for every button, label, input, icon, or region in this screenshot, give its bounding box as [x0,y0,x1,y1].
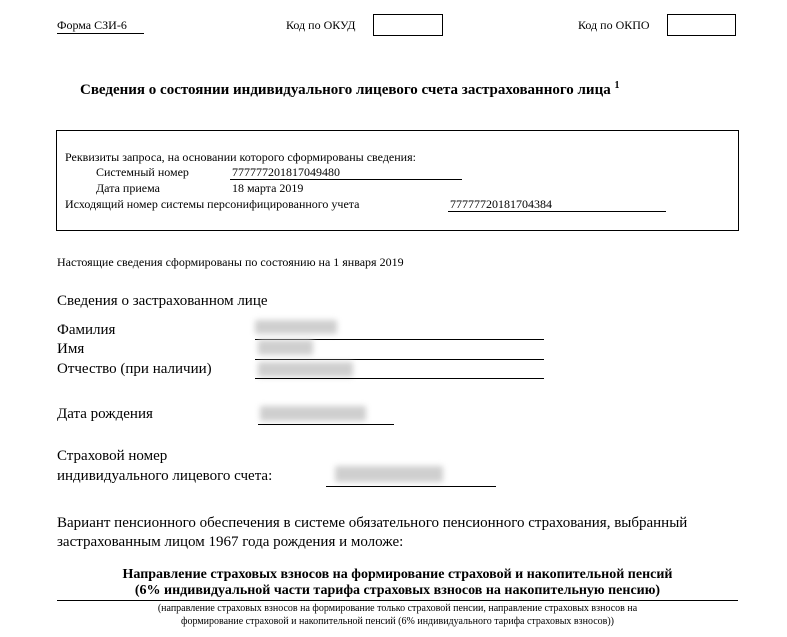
name-redacted [258,340,313,355]
snils-label-line2: индивидуального лицевого счета: [57,468,273,484]
surname-redacted [255,320,337,334]
date-value: 18 марта 2019 [232,181,304,195]
system-number-underline [230,179,462,180]
direction-line1: Направление страховых взносов на формирование страховой и накопительной пенсий [122,567,673,582]
surname-label: Фамилия [57,322,116,338]
snils-label-line1: Страховой номер [57,448,168,464]
insured-heading: Сведения о застрахованном лице [57,293,268,309]
note-line2: формирование страховой и накопительной пенсий (6% индивидуального тарифа страховых взносов)) [180,616,615,627]
title-footnote: 1 [614,80,620,91]
request-heading: Реквизиты запроса, на основании которого сформированы сведения: [65,150,416,164]
okpo-label: Код по ОКПО [578,18,650,32]
patronymic-label: Отчество (при наличии) [57,361,212,377]
okud-field[interactable] [373,14,443,36]
name-label: Имя [57,341,85,357]
variant-line1: Вариант пенсионного обеспечения в системе обязательного пенсионного страхования, выбранный [57,515,688,531]
formed-text: Настоящие сведения сформированы по состоянию на 1 января 2019 [57,255,404,269]
outgoing-value: 77777720181704384 [450,197,552,211]
name-underline [255,359,544,360]
page-title-text: Сведения о состоянии индивидуального лицевого счета застрахованного лица [80,82,611,98]
direction-underline [57,600,738,601]
birth-label: Дата рождения [57,406,153,422]
variant-line2: застрахованным лицом 1967 года рождения и моложе: [57,534,404,550]
form-name: Форма СЗИ-6 [57,18,127,32]
snils-redacted [335,466,443,482]
patronymic-redacted [258,362,353,377]
patronymic-underline [255,378,544,379]
outgoing-label: Исходящий номер системы персонифицированного учета [65,197,360,211]
form-name-underline [57,33,144,34]
okud-label: Код по ОКУД [286,18,356,32]
birth-redacted [260,406,366,421]
date-label: Дата приема [96,181,160,195]
note-line1: (направление страховых взносов на формирование только страховой пенсии, направление страховых взносов на [157,603,638,614]
snils-underline [326,486,496,487]
okpo-field[interactable] [667,14,736,36]
page-title [80,80,619,99]
outgoing-underline [448,211,666,212]
system-number-label: Системный номер [96,165,189,179]
birth-underline [258,424,394,425]
system-number-value: 777777201817049480 [232,165,340,179]
direction-line2: (6% индивидуальной части тарифа страховых взносов на накопительную пенсию) [134,583,661,598]
